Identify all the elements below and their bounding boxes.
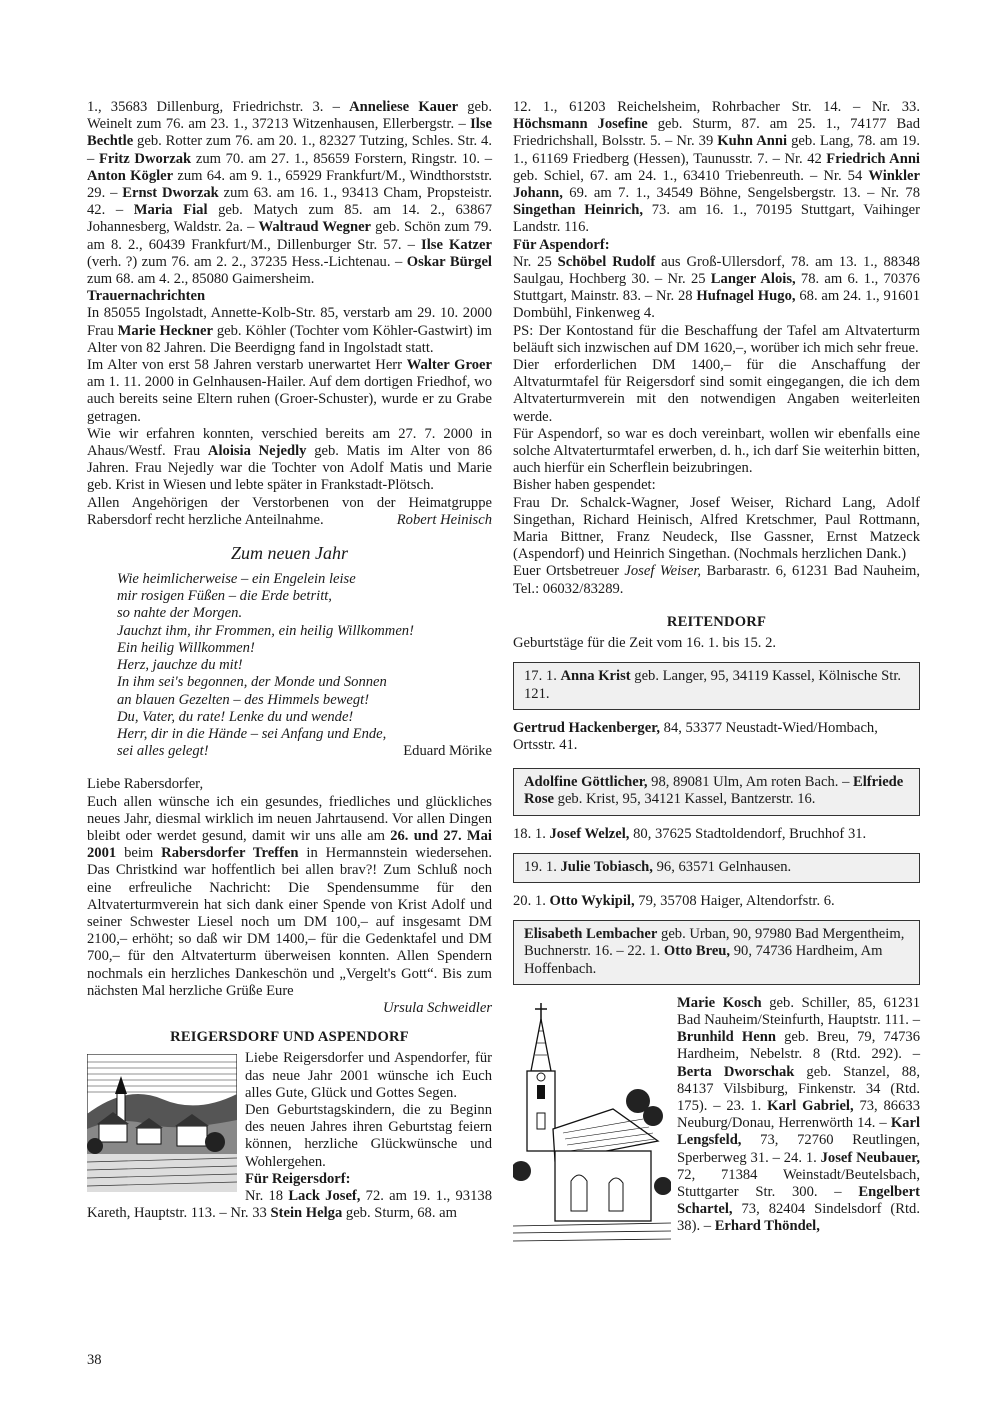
poem-line: Wie heimlicherweise – ein Engelein leise	[117, 571, 356, 588]
donors-heading: Bisher haben gespendet:	[513, 477, 656, 494]
birthday-entry: Gertrud Hackenberger, 84, 53377 Neustadt-Wied/Hombach, Ortsstr. 41.	[513, 719, 878, 753]
ortsbetreuer-contact: Euer Ortsbetreuer Josef Weiser, Barbarastr. 6, 61231 Bad Nauheim, Tel.: 06032/83289.	[513, 563, 920, 597]
letter-body: Euch allen wünsche ich ein gesundes, friedliches und glückliches neues Jahr, diesmal wirklich im neuen Jahrtausend. Vor allen Dingen bleibt oder werdet gesund, damit wir uns alle am 26. und 27. Mai 2001 beim Rabersdorfer Treffen in Hermannstein wiedersehen. Das Christkind war hoffentlich bei allen brav?! Zum Schluß noch eine erfreuliche Nachricht: Die Spendensumme für den Altvaterturmverein hat sich dank einer Spende von Krist Adolf und seiner Schwester Liesel noch um DM 100,– auf insgesamt DM 2100,– erhöht; so daß wir DM 1400,– für die Gedenktafel und DM 700,– für den Altvaterturm überweisen konnten. Allen Spendern nochmals ein herzliches Dankeschön und „Vergelt's Gott“. Bis zum nächsten Mal herzliche Grüße Eure	[87, 793, 492, 999]
poem	[87, 571, 492, 760]
donation-note: Dier erforderlichen DM 1400,– für die Anschaffung der Altvaturmtafel für Reigersdorf sind somit eingegangen, die ich dem Altvaterturmverein mit den notwendigen Angaben weiterleiten werde.	[513, 357, 920, 425]
postscript: PS: Der Kontostand für die Beschaffung der Tafel am Altvaterturm beläuft sich inzwischen auf DM 1620,–, worüber ich mich sehr freue.	[513, 322, 920, 356]
obituary-nejedly: Wie wir erfahren konnten, verschied bereits am 27. 7. 2000 in Ahaus/Westf. Frau Aloisia Nejedly geb. Matis im Alter von 86 Jahren. Frau Nejedly war die Tochter von Adolf Matis und Marie geb. Krist in Wiesen und lebte später in Frankstadt-Plötsch.	[87, 425, 492, 494]
reigersdorf-greeting: Liebe Reigersdorfer und Aspendorfer, für das neue Jahr 2001 wünsche ich Euch alles Gute, Glück und Gottes Segen.	[245, 1050, 492, 1101]
left-column	[87, 99, 492, 1222]
birthday-box: 17. 1. Anna Krist geb. Langer, 95, 34119 Kassel, Kölnische Str. 121.	[513, 662, 920, 709]
poem-line: Jauchzt ihm, ihr Frommen, ein heilig Willkommen!	[117, 622, 414, 639]
poem-line: so nahte der Morgen.	[117, 605, 243, 622]
birthday-box: Elisabeth Lembacher geb. Urban, 90, 97980 Bad Mergentheim, Buchnerstr. 16. – 22. 1. Otto Breu, 90, 74736 Hardheim, Am Hoffenbach.	[513, 920, 920, 985]
letter-salutation: Liebe Rabersdorfer,	[87, 776, 204, 793]
poem-author: Eduard Mörike	[403, 743, 492, 760]
condolence-text: Allen Angehörigen der Verstorbenen von der Heimatgruppe Rabersdorf recht herzliche Anteilnahme. Robert Heinisch	[87, 494, 492, 528]
reigersdorf-birthdays: Nr. 18 Lack Josef, 72. am 19. 1., 93138 Kareth, Hauptstr. 113. – Nr. 33 Stein Helga geb. Sturm, 68. am	[87, 1187, 492, 1222]
birthday-entry: 20. 1. Otto Wykipil, 79, 35708 Haiger, Altendorfstr. 6.	[513, 892, 835, 909]
poem-line: In ihm sei's begonnen, der Monde und Sonnen	[117, 674, 387, 691]
birthday-box: Adolfine Göttlicher, 98, 89081 Ulm, Am roten Bach. – Elfriede Rose geb. Krist, 95, 34121 Kassel, Bantzerstr. 16.	[513, 768, 920, 815]
birthday-box: 19. 1. Julie Tobiasch, 96, 63571 Gelnhausen.	[513, 853, 920, 883]
aspendorf-birthdays: Nr. 25 Schöbel Rudolf aus Groß-Ullersdorf, 78. am 13. 1., 88348 Saulgau, Hochberg 30. – Nr. 25 Langer Alois, 78. am 6. 1., 70376 Stuttgart, Mainstr. 83. – Nr. 28 Hufnagel Hugo, 68. am 24. 1., 91601 Dombühl, Finkenweg 4.	[513, 253, 920, 322]
reitendorf-heading: REITENDORF	[666, 613, 767, 630]
village-illustration	[87, 1054, 237, 1192]
poem-line: Ein heilig Willkommen!	[117, 639, 255, 656]
birthday-list-final: Marie Kosch geb. Schiller, 85, 61231 Bad Nauheim/Steinfurth, Hauptstr. 111. – Brunhild Henn geb. Breu, 79, 74736 Hardheim, Nebelstr. 8 (Rtd. 292). – Berta Dworschak geb. Stanzel, 88, 84137 Vilsbiburg, Finkenstr. 34 (Rtd. 175). – 23. 1. Karl Gabriel, 73, 86633 Neuburg/Donau, Herrenwörth 14. – Karl Lengsfeld, 73, 72760 Reutlingen, Sperberweg 31. – 24. 1. Josef Neubauer, 72, 71384 Weinstadt/Beutelsbach, Stuttgarter Str. 300. – Engelbert Schartel, 73, 82404 Sindelsdorf (Rtd. 38). – Erhard Thöndel,	[677, 994, 920, 1235]
fuer-reigersdorf-heading: Für Reigersdorf:	[245, 1170, 351, 1187]
letter-signature: Ursula Schweidler	[382, 999, 492, 1016]
donors-list: Frau Dr. Schalck-Wagner, Josef Weiser, Richard Lang, Adolf Singethan, Richard Heinisch, Alfred Kretschmer, Paul Rottmann, Maria Bittner, Franz Neudeck, Ilse Gassner, Ernst Matzeck (Aspendorf) und Heinrich Singethan. (Nochmals herzlichen Dank.)	[513, 494, 920, 563]
reigersdorf-heading: REIGERSDORF UND ASPENDORF	[170, 1029, 409, 1046]
poem-line: Du, Vater, du rate! Lenke du und wende!	[117, 708, 354, 725]
poem-last-line: sei alles gelegt! Eduard Mörike	[117, 743, 492, 760]
reigersdorf-birthday-wishes: Den Geburtstagskindern, die zu Beginn des neuen Jahres ihren Geburtstag feiern können, herzliche Glückwünsche und Wohlergehen.	[245, 1101, 492, 1170]
obituary-heckner: In 85055 Ingolstadt, Annette-Kolb-Str. 85, verstarb am 29. 10. 2000 Frau Marie Heckner geb. Köhler (Tochter vom Köhler-Gastwirt) im Alter von 82 Jahren. Die Beerdigng fand in Ingolstadt statt.	[87, 305, 492, 356]
birthday-entry: 18. 1. Josef Welzel, 80, 37625 Stadtoldendorf, Bruchhof 31.	[513, 825, 867, 842]
trauer-heading: Trauernachrichten	[87, 288, 206, 305]
poem-line: an blauen Gezelten – des Himmels bewegt!	[117, 691, 370, 708]
page-number: 38	[87, 1352, 102, 1368]
condolence-signature: Robert Heinisch	[396, 511, 492, 528]
poem-line: Herz, jauchze du mit!	[117, 657, 243, 674]
poem-line: mir rosigen Füßen – die Erde betritt,	[117, 588, 332, 605]
birthday-list-continued: 1., 35683 Dillenburg, Friedrichstr. 3. – Anneliese Kauer geb. Weinelt zum 76. am 23. 1., 37213 Witzenhausen, Ellerbergstr. – Ilse Bechtle geb. Rotter zum 76. am 20. 1., 82327 Tutzing, Schles. Str. 4. – Fritz Dworzak zum 70. am 27. 1., 85659 Forstern, Ringstr. 10. – Anton Kögler zum 64. am 9. 1., 65929 Frankfurt/M., Windthorststr. 29. – Ernst Dworzak zum 63. am 16. 1., 93413 Cham, Propsteistr. 42. – Maria Fial geb. Matych zum 85. am 14. 2., 63867 Johannesberg, Waldstr. 2a. – Waltraud Wegner geb. Schön zum 79. am 8. 2., 60439 Frankfurt/M., Dillenburger Str. 57. – Ilse Katzer (verh. ?) zum 76. am 2. 2., 37235 Hess.-Lichtenau. – Oskar Bürgel zum 68. am 4. 2., 85080 Gaimersheim.	[87, 99, 492, 288]
obituary-groer: Im Alter von erst 58 Jahren verstarb unerwartet Herr Walter Groer am 1. 11. 2000 in Gelnhausen-Hailer. Auf dem dortigen Friedhof, wo auch bereits seine Eltern ruhen (Groer-Schuster), wurde er zu Grabe getragen.	[87, 357, 492, 425]
birthday-period: Geburtstäge für die Zeit vom 16. 1. bis 15. 2.	[513, 635, 777, 652]
right-column	[513, 99, 920, 1251]
poem-line: Herr, dir in die Hände – sei Anfang und Ende,	[117, 725, 387, 742]
church-illustration	[513, 1001, 671, 1251]
poem-title: Zum neuen Jahr	[231, 543, 348, 564]
fuer-aspendorf-heading: Für Aspendorf:	[513, 236, 610, 253]
reigersdorf-birthdays-continued: 12. 1., 61203 Reichelsheim, Rohrbacher Str. 14. – Nr. 33. Höchsmann Josefine geb. Sturm, 87. am 25. 1., 74177 Bad Friedrichshall, Bolsstr. 5. – Nr. 39 Kuhn Anni geb. Lang, 78. am 19. 1., 61169 Friedberg (Hessen), Taunusstr. 7. – Nr. 42 Friedrich Anni geb. Schiel, 67. am 24. 1., 63410 Triebenreuth. – Nr. 54 Winkler Johann, 69. am 7. 1., 34549 Böhne, Sengelsbergstr. 13. – Nr. 78 Singethan Heinrich, 73. am 16. 1., 70195 Stuttgart, Vaihinger Landstr. 116.	[513, 99, 920, 236]
aspendorf-request: Für Aspendorf, so war es doch vereinbart, wollen wir ebenfalls eine solche Altvaterturmtafel erwerben, d. h., ich darf Sie weiterhin bitten, auch hierfür ein Scherflein beizubringen.	[513, 425, 920, 477]
